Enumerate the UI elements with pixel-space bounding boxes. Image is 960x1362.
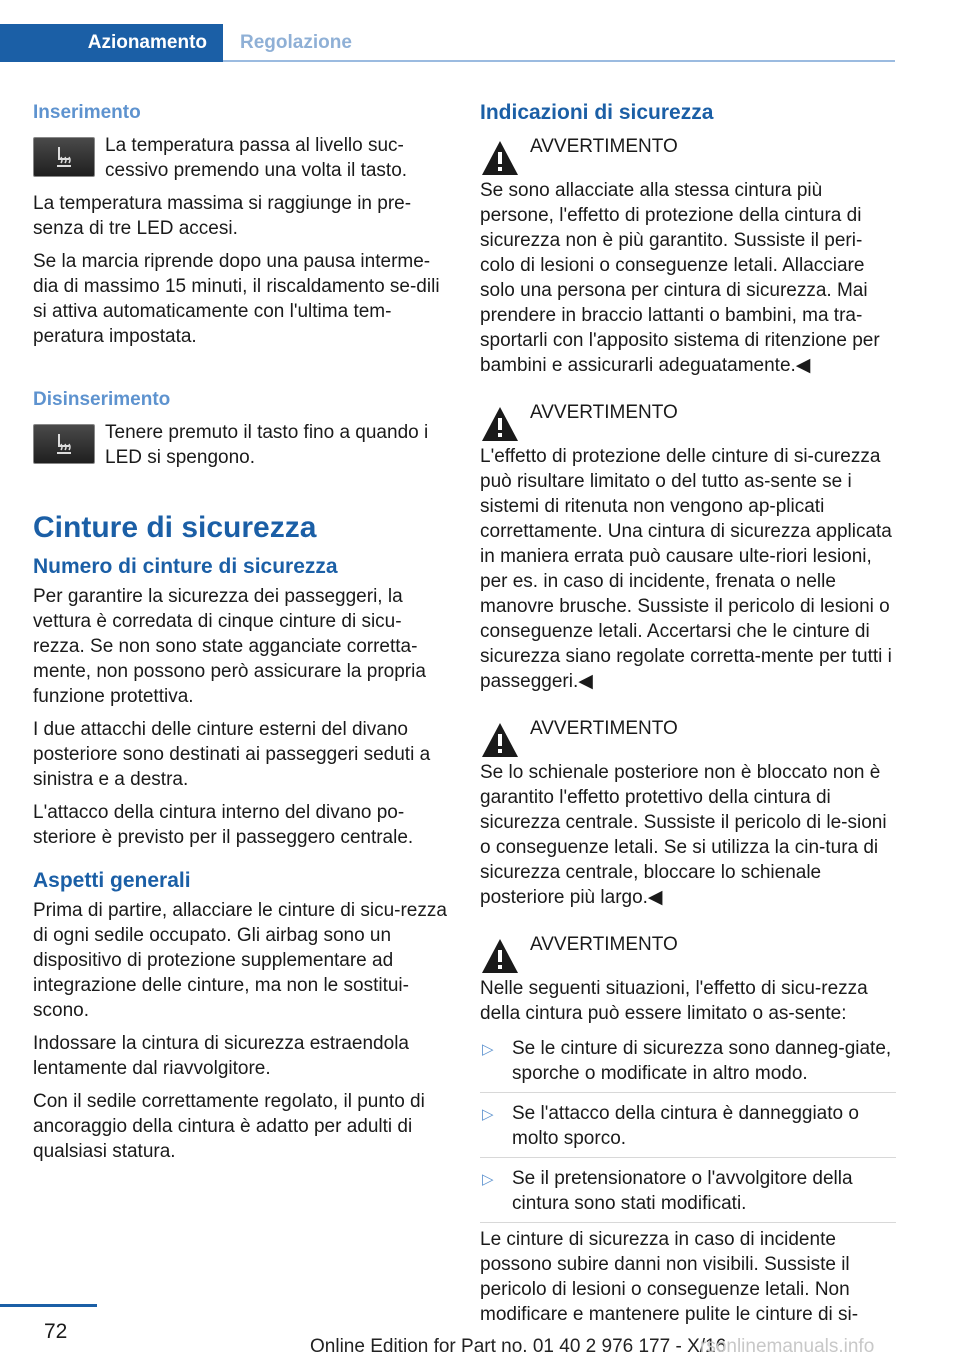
warning-triangle-icon [480,404,520,444]
disinserimento-text: Tenere premuto il tasto fino a quando i LED si spengono. [105,422,429,468]
page-header [0,0,960,62]
warning-label: AVVERTIMENTO [530,718,678,739]
paragraph: I due attacchi delle cinture esterni del divano posteriore sono destinati ai passeggeri seduti a sinistra e a destra. [33,719,431,790]
section-title: Cinture di sicurezza [33,511,317,544]
warning-block [480,716,896,910]
triangle-right-icon: ▷ [482,1171,494,1188]
closing-paragraph: Le cinture di sicurezza in caso di incidente possono subire danni non visibili. Sussiste il pericolo di lesioni o conseguenze letali. Non modificare e mantenere pulite le cinture di si- [480,1229,859,1325]
inserimento-title: Inserimento [33,102,141,123]
list-item [480,1032,896,1093]
paragraph: Se la marcia riprende dopo una pausa interme-dia di massimo 15 minuti, il riscaldamento se-dili si attiva automaticamente con l'ultima tem-peratura impostata. [33,251,440,347]
watermark: rsonlinemanuals.info [700,1336,875,1357]
warning-label: AVVERTIMENTO [530,136,678,157]
page-number: 72 [44,1320,68,1343]
warning-triangle-icon [480,936,520,976]
tab-azionamento[interactable]: Azionamento [0,24,223,62]
left-column [33,100,449,1172]
warning-block [480,932,896,1026]
footer-divider [0,1304,97,1307]
paragraph: Indossare la cintura di sicurezza estraendola lentamente dal riavvolgitore. [33,1033,409,1079]
paragraph: Per garantire la sicurezza dei passeggeri, la vettura è corredata di cinque cinture di sicu-rezza. Se non sono state agganciate corretta-mente, non possono però assicurare la propria funzione protettiva. [33,586,426,707]
warning-triangle-icon [480,138,520,178]
safety-title: Indicazioni di sicurezza [480,101,714,124]
right-column [480,100,896,1335]
disinserimento-title: Disinserimento [33,389,171,410]
paragraph: Con il sedile correttamente regolato, il punto di ancoraggio della cintura è adatto per adulti di qualsiasi statura. [33,1091,425,1162]
triangle-right-icon: ▷ [482,1041,494,1058]
warning-text: Se sono allacciate alla stessa cintura più persone, l'effetto di protezione della cintura di sicurezza non è più garantito. Sussiste il peri-colo di lesioni o conseguenze letali. Allacciare solo una persona per cintura di sicurezza. Mai prendere in braccio lattanti o bambini, ma tra-sportarli con l'apposito sistema di ritenzione per bambini e assicurarli adeguatamente.◀ [480,180,880,376]
edition-text: Online Edition for Part no. 01 40 2 976 177 - X/16 [310,1336,727,1357]
warning-text: L'effetto di protezione delle cinture di si-curezza può risultare limitato o del tutto as-sente se i sistemi di ritenuta non vengono ap-plicati correttamente. Una cintura di sicurezza applicata in maniera errata può causare ulte-riori lesioni, per es. in caso di incidente, frenata o nelle manovre brusche. Sussiste il pericolo di lesioni o conseguenze letali. Accertarsi che le cinture di sicurezza siano regolate corretta-mente per tutti i passeggeri.◀ [480,446,892,692]
triangle-right-icon: ▷ [482,1106,494,1123]
warning-triangle-icon [480,720,520,760]
warning-block [480,400,896,694]
warning-text: Nelle seguenti situazioni, l'effetto di sicu-rezza della cintura può essere limitato o as-sente: [480,978,868,1024]
disinserimento-row [33,420,449,470]
seat-heating-icon [33,424,95,464]
list-item-text: Se le cinture di sicurezza sono danneg-giate, sporche o modificate in altro modo. [512,1038,892,1084]
seat-heating-icon [33,137,95,177]
inserimento-row [33,133,449,183]
warning-block [480,134,896,378]
list-item [480,1162,896,1223]
list-item [480,1097,896,1158]
tab-regolazione[interactable]: Regolazione [240,32,352,53]
paragraph: La temperatura massima si raggiunge in pre-senza di tre LED accesi. [33,193,412,239]
paragraph: L'attacco della cintura interno del divano po-steriore è previsto per il passeggero centrale. [33,802,414,848]
subsection-title-numero: Numero di cinture di sicurezza [33,555,338,578]
header-divider [223,60,895,62]
warning-text: Se lo schienale posteriore non è bloccato non è garantito l'effetto protettivo della cintura di sicurezza centrale. Sussiste il pericolo di le-sioni o conseguenze letali. Se si utilizza la cin-tura di sicurezza centrale, bloccare lo schienale posteriore più largo.◀ [480,762,887,908]
list-item-text: Se il pretensionatore o l'avvolgitore della cintura sono stati modificati. [512,1168,853,1214]
inserimento-text: La temperatura passa al livello suc-cessivo premendo una volta il tasto. [105,135,408,181]
paragraph: Prima di partire, allacciare le cinture di sicu-rezza di ogni sedile occupato. Gli airbag sono un dispositivo di protezione supplementare ad integrazione delle cinture, ma non le sostitui-scono. [33,900,447,1021]
warning-label: AVVERTIMENTO [530,402,678,423]
warning-label: AVVERTIMENTO [530,934,678,955]
list-item-text: Se l'attacco della cintura è danneggiato o molto sporco. [512,1103,859,1149]
subsection-title-aspetti: Aspetti generali [33,869,191,892]
